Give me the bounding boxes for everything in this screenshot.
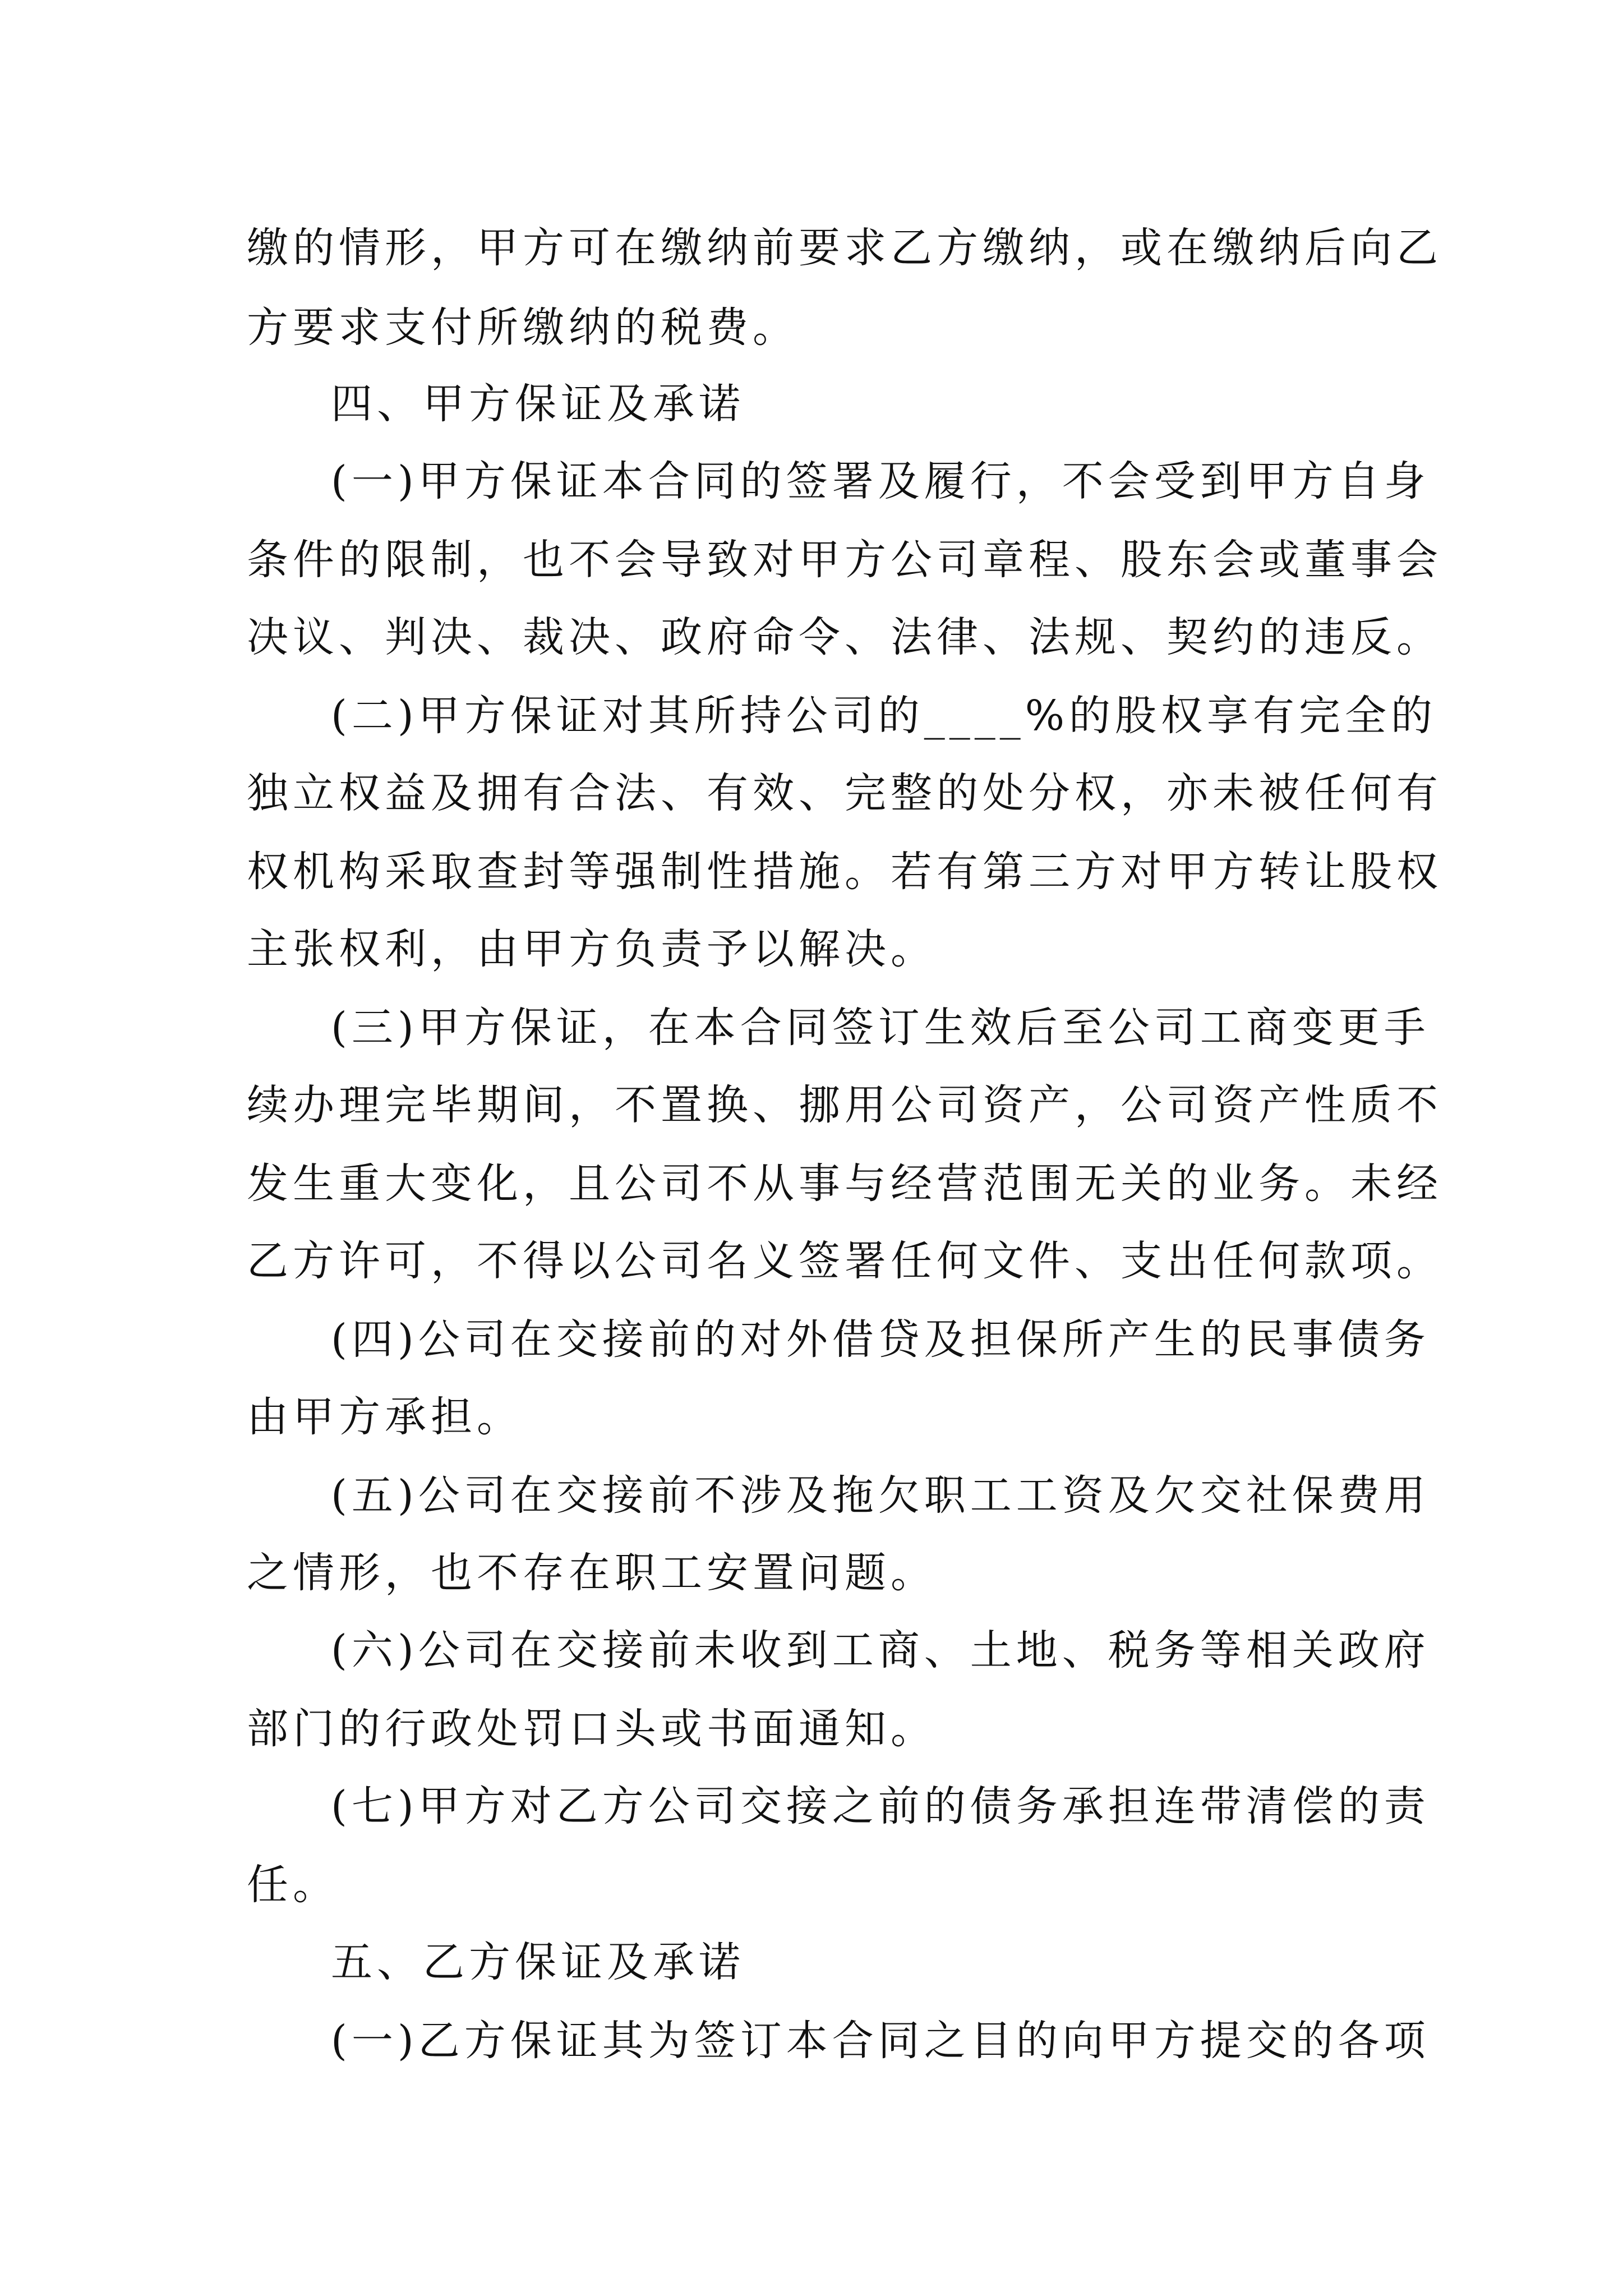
text-line: 条件的限制，也不会导致对甲方公司章程、股东会或董事会 (247, 536, 1442, 584)
text-line: 乙方许可，不得以公司名义签署任何文件、支出任何款项。 (247, 1237, 1442, 1285)
text-line: 方要求支付所缴纳的税费。 (247, 303, 799, 352)
text-line: 独立权益及拥有合法、有效、完整的处分权，亦未被任何有 (247, 769, 1442, 817)
text-line: (一)乙方保证其为签订本合同之目的向甲方提交的各项 (331, 2017, 1430, 2065)
text-line: 续办理完毕期间，不置换、挪用公司资产，公司资产性质不 (247, 1081, 1442, 1129)
text-line: 缴的情形，甲方可在缴纳前要求乙方缴纳，或在缴纳后向乙 (247, 224, 1442, 272)
text-line: (二)甲方保证对其所持公司的____%的股权享有完全的 (331, 692, 1437, 740)
text-line: 发生重大变化，且公司不从事与经营范围无关的业务。未经 (247, 1159, 1442, 1208)
text-line: (四)公司在交接前的对外借贷及担保所产生的民事债务 (331, 1315, 1430, 1364)
text-line: 权机构采取查封等强制性措施。若有第三方对甲方转让股权 (247, 848, 1442, 896)
text-line: (一)甲方保证本合同的签署及履行，不会受到甲方自身 (331, 457, 1430, 505)
text-line: (六)公司在交接前未收到工商、土地、税务等相关政府 (331, 1626, 1430, 1674)
text-line: 任。 (247, 1861, 339, 1909)
section-heading: 五、乙方保证及承诺 (331, 1938, 745, 1986)
text-line: 由甲方承担。 (247, 1393, 523, 1441)
text-line: (三)甲方保证，在本合同签订生效后至公司工商变更手 (331, 1004, 1430, 1052)
text-line: 部门的行政处罚口头或书面通知。 (247, 1705, 937, 1753)
text-line: 主张权利，由甲方负责予以解决。 (247, 925, 937, 973)
text-line: 决议、判决、裁决、政府命令、法律、法规、契约的违反。 (247, 613, 1442, 661)
text-line: 之情形，也不存在职工安置问题。 (247, 1549, 937, 1597)
section-heading: 四、甲方保证及承诺 (331, 380, 745, 428)
text-line: (七)甲方对乙方公司交接之前的债务承担连带清偿的责 (331, 1782, 1430, 1830)
text-line: (五)公司在交接前不涉及拖欠职工工资及欠交社保费用 (331, 1471, 1430, 1520)
